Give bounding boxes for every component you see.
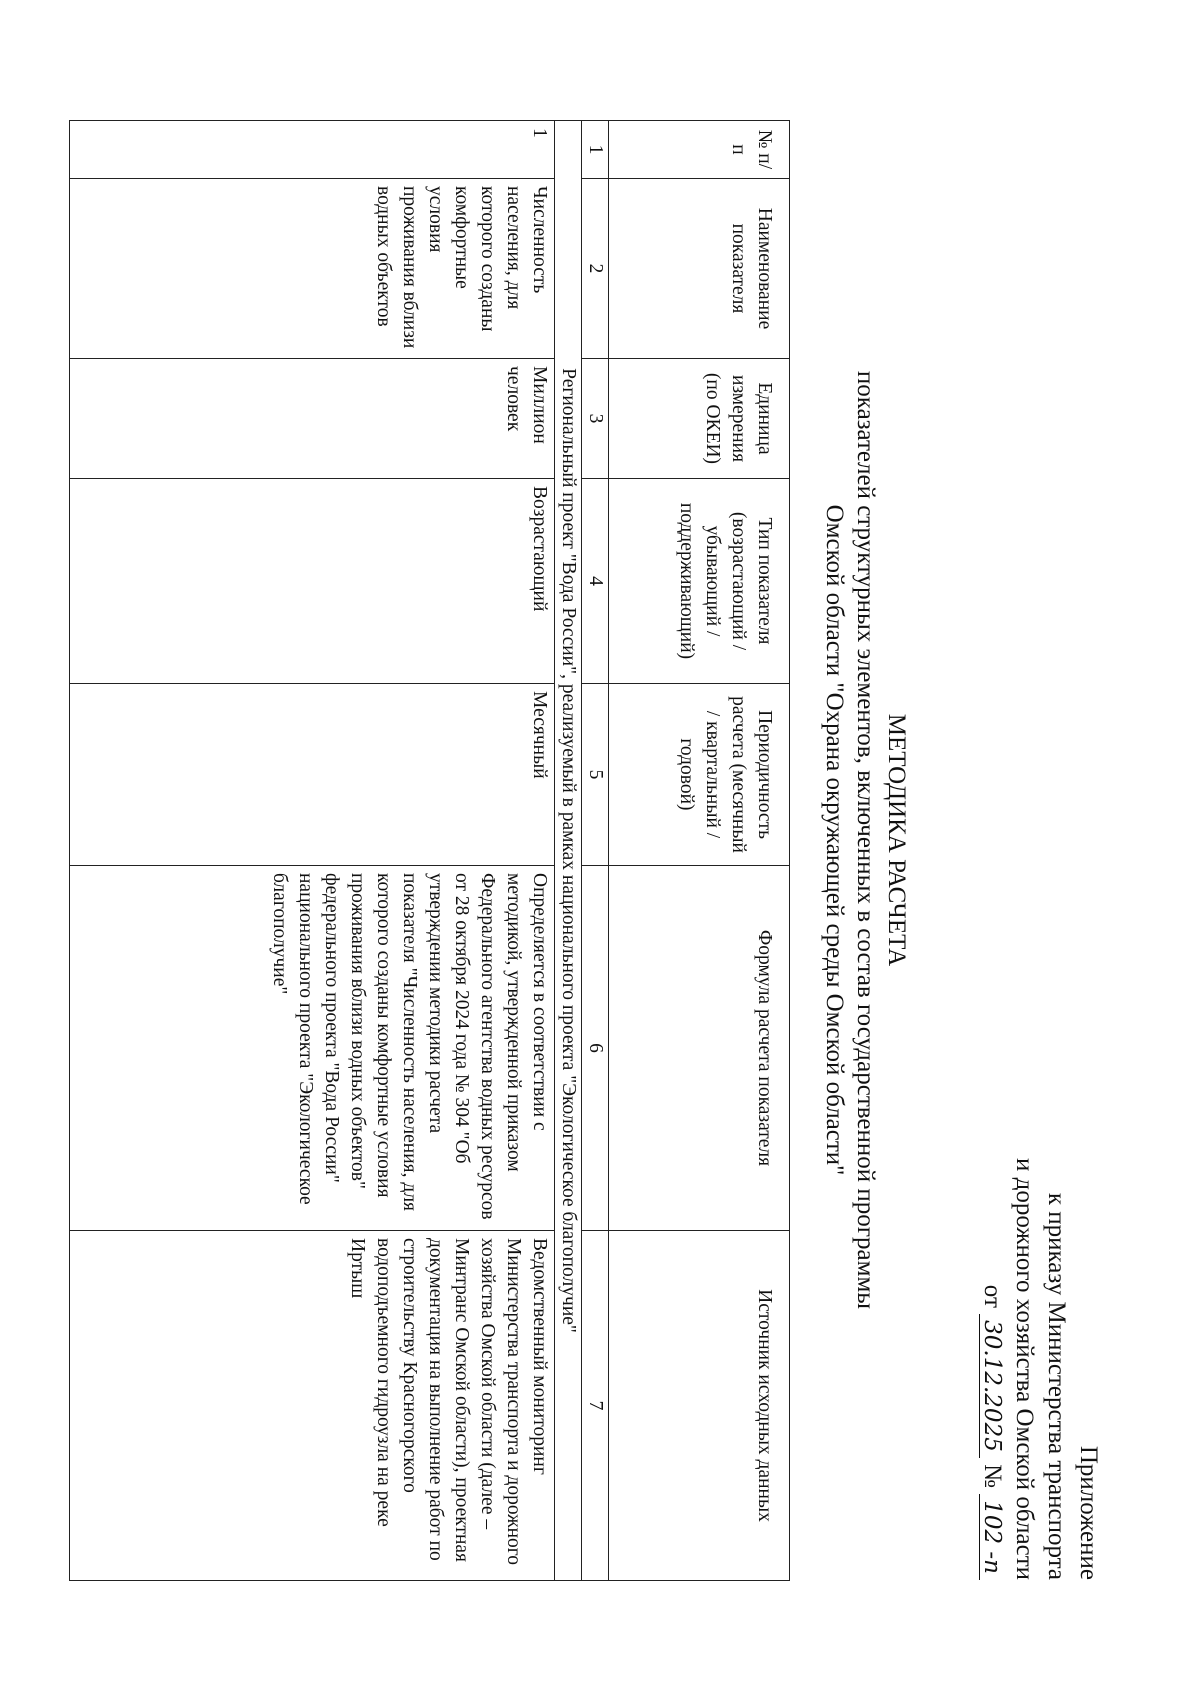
indicator-name: Численность населения, для которого созданы комфортные условия проживания вблизи водных объектов [70, 179, 555, 359]
rotated-page [100, 60, 1110, 1620]
header-cell-type: Тип показателя (возрастающий / убывающий / поддерживающий) [609, 479, 790, 684]
number-label: № [979, 1464, 1006, 1488]
document-title [819, 60, 912, 1620]
header-cell-unit: Единица измерения (по ОКЕИ) [609, 359, 790, 479]
order-number: 102 -п [979, 1494, 1004, 1580]
header-cell-number: № п/п [609, 121, 790, 179]
header-cell-name: Наименование показателя [609, 179, 790, 359]
methodology-table [69, 120, 790, 1581]
ministry-name: и дорожного хозяйства Омской области [1011, 1158, 1038, 1580]
order-reference: к приказу Министерства транспорта [1043, 1192, 1070, 1580]
section-title: Региональный проект "Вода России", реализуемый в рамках национального проекта "Экологическое благополучие" [555, 121, 582, 1581]
column-number: 7 [582, 1231, 609, 1581]
title-line2: показателей структурных элементов, включенных в состав государственной программы [852, 370, 879, 1310]
indicator-type: Возрастающий [70, 479, 555, 684]
header-cell-source: Источник исходных данных [609, 1231, 790, 1581]
column-number: 1 [582, 121, 609, 179]
title-line3: Омской области "Охрана окружающей среды Омской области" [821, 504, 848, 1176]
indicator-formula: Определяется в соответствии с методикой, утвержденной приказом Федерального агентства водных ресурсов от 28 октября 2024 года № 304 "Об утверждении методики расчета показателя "Численность населения, для которого созданы комфортные условия проживания вблизи водных объектов" федерального проекта "Вода России" национального проекта "Экологическое благополучие" [70, 866, 555, 1231]
header-row [609, 121, 790, 1581]
section-row [555, 121, 582, 1581]
table-row [70, 121, 555, 1581]
row-number: 1 [70, 121, 555, 179]
column-number: 4 [582, 479, 609, 684]
column-number: 2 [582, 179, 609, 359]
from-label: от [979, 1284, 1006, 1308]
appendix-label: Приложение [1075, 1445, 1102, 1580]
column-number: 5 [582, 684, 609, 866]
indicator-source: Ведомственный мониторинг Министерства транспорта и дорожного хозяйства Омской области (далее – Минтранс Омской области), проектная документация на выполнение работ по строительству Красногорского водоподъемного гидроузла на реке Иртыш [70, 1231, 555, 1581]
indicator-unit: Миллион человек [70, 359, 555, 479]
indicator-period: Месячный [70, 684, 555, 866]
order-date: 30.12.2025 [979, 1314, 1004, 1458]
header-cell-formula: Формула расчета показателя [609, 866, 790, 1231]
header-cell-period: Периодичность расчета (месячный / квартальный / годовой) [609, 684, 790, 866]
order-date-line [976, 1158, 1008, 1580]
column-number: 3 [582, 359, 609, 479]
title-main: МЕТОДИКА РАСЧЕТА [883, 713, 910, 967]
column-number-row [582, 121, 609, 1581]
appendix-header [976, 1158, 1104, 1580]
column-number: 6 [582, 866, 609, 1231]
